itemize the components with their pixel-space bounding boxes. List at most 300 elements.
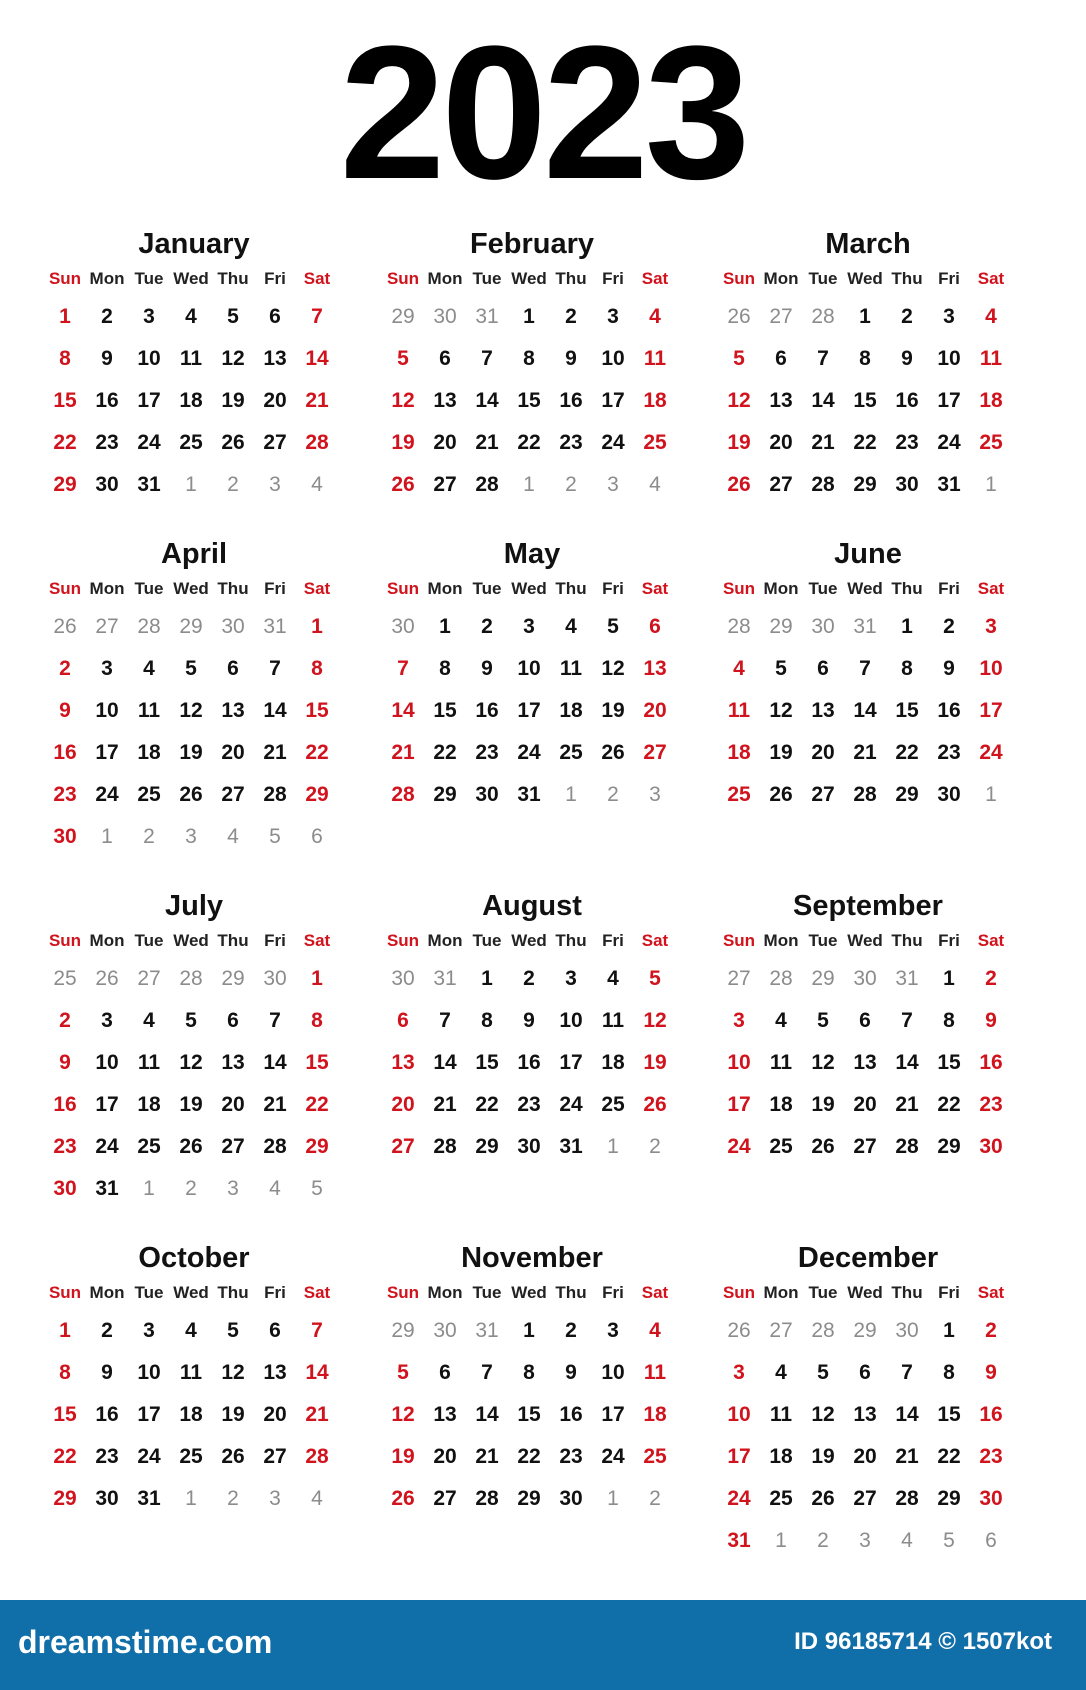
day-cell: 16 — [95, 389, 119, 412]
day-cell: 2 — [59, 657, 71, 680]
month-name: October — [138, 1242, 250, 1274]
week-row — [382, 1436, 682, 1478]
day-cell: 24 — [727, 1135, 751, 1158]
day-cell: 20 — [853, 1445, 877, 1468]
day-cell: 21 — [305, 389, 329, 412]
month-name: March — [825, 228, 911, 260]
day-cell-other-month: 4 — [311, 473, 323, 496]
day-cell: 8 — [439, 657, 451, 680]
weekday-label: Fri — [264, 269, 286, 288]
day-cell: 5 — [817, 1009, 829, 1032]
month-january — [44, 226, 344, 506]
weekday-header — [718, 262, 1018, 296]
week-row — [718, 1478, 1018, 1520]
day-cell: 6 — [859, 1361, 871, 1384]
day-cell-other-month: 30 — [391, 615, 415, 638]
week-row — [44, 296, 344, 338]
day-cell: 15 — [937, 1403, 961, 1426]
day-cell: 28 — [895, 1487, 919, 1510]
day-cell: 8 — [59, 1361, 71, 1384]
day-cell: 5 — [227, 305, 239, 328]
day-cell: 24 — [727, 1487, 751, 1510]
day-cell: 30 — [475, 783, 499, 806]
day-cell: 24 — [137, 431, 161, 454]
day-cell: 12 — [179, 1051, 203, 1074]
day-cell: 20 — [221, 1093, 245, 1116]
day-cell: 13 — [433, 1403, 457, 1426]
day-cell: 9 — [101, 1361, 113, 1384]
day-cell: 4 — [185, 1319, 197, 1342]
day-cell: 14 — [811, 389, 835, 412]
week-row — [382, 1352, 682, 1394]
day-cell-other-month: 31 — [263, 615, 287, 638]
weekday-header — [44, 924, 344, 958]
day-cell: 19 — [391, 1445, 415, 1468]
week-row — [44, 1436, 344, 1478]
day-cell-other-month: 31 — [475, 1319, 499, 1342]
day-cell: 9 — [59, 1051, 71, 1074]
day-cell: 3 — [733, 1361, 745, 1384]
weekday-label: Wed — [847, 269, 883, 288]
week-row — [44, 1478, 344, 1520]
day-cell: 24 — [95, 1135, 119, 1158]
week-row — [718, 1310, 1018, 1352]
day-cell-other-month: 25 — [53, 967, 77, 990]
day-cell: 30 — [53, 1177, 77, 1200]
day-cell: 18 — [643, 389, 667, 412]
day-cell: 27 — [769, 473, 793, 496]
week-row — [718, 422, 1018, 464]
day-cell: 29 — [305, 783, 329, 806]
month-may — [382, 536, 682, 816]
weekday-label: Thu — [217, 931, 249, 950]
week-row — [718, 648, 1018, 690]
week-row — [44, 338, 344, 380]
weekday-label: Tue — [808, 269, 838, 288]
day-cell: 22 — [305, 1093, 329, 1116]
day-cell: 30 — [95, 473, 119, 496]
day-cell: 26 — [727, 473, 751, 496]
day-cell: 4 — [733, 657, 745, 680]
week-row — [718, 1394, 1018, 1436]
day-cell: 5 — [227, 1319, 239, 1342]
day-cell: 3 — [523, 615, 535, 638]
weekday-label: Fri — [938, 269, 960, 288]
day-cell: 12 — [391, 1403, 415, 1426]
day-cell: 16 — [475, 699, 499, 722]
weekday-label: Wed — [847, 1283, 883, 1302]
month-name: June — [834, 538, 902, 570]
day-cell: 6 — [775, 347, 787, 370]
week-row — [382, 380, 682, 422]
day-cell: 23 — [95, 431, 119, 454]
day-cell: 9 — [565, 347, 577, 370]
day-cell: 16 — [53, 1093, 77, 1116]
month-name: September — [793, 890, 943, 922]
day-cell: 26 — [221, 1445, 245, 1468]
day-cell: 23 — [475, 741, 499, 764]
day-cell: 17 — [601, 1403, 625, 1426]
day-cell: 28 — [433, 1135, 457, 1158]
weekday-label: Mon — [763, 931, 799, 950]
weekday-label: Sat — [977, 269, 1005, 288]
day-cell: 4 — [607, 967, 619, 990]
day-cell: 24 — [559, 1093, 583, 1116]
day-cell: 26 — [601, 741, 625, 764]
day-cell: 12 — [601, 657, 625, 680]
day-cell: 6 — [859, 1009, 871, 1032]
day-cell: 31 — [559, 1135, 583, 1158]
day-cell: 12 — [727, 389, 751, 412]
day-cell-other-month: 29 — [179, 615, 203, 638]
day-cell: 22 — [53, 431, 77, 454]
week-row — [44, 732, 344, 774]
week-row — [44, 1000, 344, 1042]
day-cell-other-month: 30 — [433, 1319, 457, 1342]
day-cell: 24 — [937, 431, 961, 454]
day-cell: 16 — [559, 1403, 583, 1426]
day-cell: 8 — [523, 347, 535, 370]
weekday-label: Sun — [48, 1283, 82, 1302]
weekday-label: Fri — [938, 931, 960, 950]
weekday-header — [44, 1276, 344, 1310]
day-cell: 1 — [311, 967, 323, 990]
day-cell: 10 — [137, 347, 161, 370]
day-cell: 13 — [853, 1051, 877, 1074]
day-cell: 5 — [185, 657, 197, 680]
day-cell: 21 — [475, 1445, 499, 1468]
day-cell: 29 — [937, 1135, 961, 1158]
day-cell: 23 — [53, 1135, 77, 1158]
day-cell: 5 — [607, 615, 619, 638]
week-row — [382, 1000, 682, 1042]
day-cell-other-month: 1 — [985, 473, 997, 496]
day-cell: 11 — [601, 1009, 625, 1032]
day-cell: 13 — [769, 389, 793, 412]
day-cell: 10 — [601, 1361, 625, 1384]
day-cell-other-month: 28 — [179, 967, 203, 990]
week-row — [44, 1084, 344, 1126]
weekday-label: Thu — [891, 269, 923, 288]
week-row — [44, 1126, 344, 1168]
week-row — [44, 958, 344, 1000]
week-row — [718, 1084, 1018, 1126]
day-cell: 1 — [59, 305, 71, 328]
weekday-label: Mon — [427, 269, 463, 288]
week-row — [718, 1520, 1018, 1562]
day-cell: 9 — [523, 1009, 535, 1032]
day-cell: 23 — [559, 1445, 583, 1468]
day-cell: 21 — [305, 1403, 329, 1426]
day-cell: 29 — [853, 473, 877, 496]
day-cell: 10 — [727, 1403, 751, 1426]
year-title: 2023 — [339, 7, 747, 219]
day-cell: 19 — [643, 1051, 667, 1074]
weekday-label: Thu — [217, 579, 249, 598]
week-row — [382, 464, 682, 506]
day-cell: 10 — [95, 699, 119, 722]
day-cell: 27 — [853, 1487, 877, 1510]
day-cell: 17 — [727, 1093, 751, 1116]
day-cell: 6 — [649, 615, 661, 638]
day-cell: 3 — [101, 657, 113, 680]
day-cell-other-month: 6 — [311, 825, 323, 848]
day-cell: 26 — [769, 783, 793, 806]
day-cell: 29 — [53, 473, 77, 496]
day-cell-other-month: 29 — [811, 967, 835, 990]
day-cell: 28 — [853, 783, 877, 806]
day-cell: 22 — [895, 741, 919, 764]
weekday-label: Fri — [938, 579, 960, 598]
day-cell: 27 — [263, 1445, 287, 1468]
week-row — [382, 1310, 682, 1352]
day-cell: 10 — [517, 657, 541, 680]
day-cell: 29 — [433, 783, 457, 806]
day-cell: 23 — [559, 431, 583, 454]
day-cell: 27 — [221, 783, 245, 806]
day-cell: 21 — [263, 1093, 287, 1116]
weekday-label: Fri — [602, 579, 624, 598]
day-cell: 11 — [979, 347, 1003, 370]
day-cell: 11 — [179, 347, 203, 370]
day-cell-other-month: 28 — [811, 1319, 835, 1342]
day-cell: 2 — [481, 615, 493, 638]
weekday-label: Sat — [641, 1283, 669, 1302]
day-cell: 29 — [475, 1135, 499, 1158]
day-cell: 25 — [559, 741, 583, 764]
day-cell: 11 — [769, 1403, 793, 1426]
day-cell: 3 — [607, 1319, 619, 1342]
day-cell: 10 — [979, 657, 1003, 680]
day-cell: 9 — [59, 699, 71, 722]
day-cell: 19 — [811, 1445, 835, 1468]
day-cell: 17 — [559, 1051, 583, 1074]
day-cell: 28 — [305, 431, 329, 454]
day-cell: 7 — [481, 347, 493, 370]
weekday-label: Tue — [134, 1283, 164, 1302]
day-cell: 25 — [137, 783, 161, 806]
weekday-label: Wed — [847, 579, 883, 598]
day-cell: 27 — [433, 473, 457, 496]
day-cell: 30 — [559, 1487, 583, 1510]
day-cell: 29 — [305, 1135, 329, 1158]
day-cell: 7 — [901, 1009, 913, 1032]
day-cell-other-month: 30 — [263, 967, 287, 990]
day-cell: 14 — [895, 1051, 919, 1074]
day-cell: 11 — [137, 1051, 161, 1074]
day-cell: 20 — [263, 389, 287, 412]
day-cell-other-month: 27 — [95, 615, 119, 638]
day-cell: 5 — [733, 347, 745, 370]
day-cell: 19 — [769, 741, 793, 764]
day-cell-other-month: 4 — [269, 1177, 281, 1200]
day-cell: 21 — [895, 1093, 919, 1116]
day-cell: 22 — [937, 1093, 961, 1116]
day-cell-other-month: 27 — [769, 305, 793, 328]
weekday-label: Mon — [89, 269, 125, 288]
week-row — [718, 1042, 1018, 1084]
day-cell: 2 — [565, 305, 577, 328]
day-cell: 6 — [397, 1009, 409, 1032]
day-cell-other-month: 29 — [853, 1319, 877, 1342]
day-cell: 29 — [517, 1487, 541, 1510]
day-cell: 13 — [811, 699, 835, 722]
day-cell: 11 — [643, 347, 667, 370]
day-cell: 4 — [985, 305, 997, 328]
week-row — [718, 958, 1018, 1000]
day-cell-other-month: 28 — [137, 615, 161, 638]
day-cell: 5 — [649, 967, 661, 990]
day-cell-other-month: 1 — [185, 1487, 197, 1510]
day-cell: 22 — [475, 1093, 499, 1116]
day-cell: 14 — [433, 1051, 457, 1074]
day-cell: 19 — [221, 1403, 245, 1426]
day-cell: 30 — [937, 783, 961, 806]
day-cell: 27 — [433, 1487, 457, 1510]
day-cell: 18 — [769, 1093, 793, 1116]
week-row — [44, 774, 344, 816]
day-cell: 30 — [979, 1487, 1003, 1510]
weekday-label: Mon — [89, 579, 125, 598]
week-row — [382, 774, 682, 816]
weekday-label: Sun — [722, 931, 756, 950]
day-cell: 14 — [263, 699, 287, 722]
day-cell-other-month: 29 — [769, 615, 793, 638]
brand-logo-text[interactable]: dreamstime.com — [18, 1624, 273, 1660]
day-cell: 18 — [179, 1403, 203, 1426]
day-cell-other-month: 5 — [943, 1529, 955, 1552]
day-cell: 13 — [433, 389, 457, 412]
weekday-label: Thu — [555, 579, 587, 598]
day-cell: 1 — [523, 1319, 535, 1342]
day-cell: 8 — [311, 1009, 323, 1032]
weekday-label: Mon — [763, 269, 799, 288]
weekday-label: Tue — [134, 269, 164, 288]
day-cell: 10 — [137, 1361, 161, 1384]
day-cell: 14 — [391, 699, 415, 722]
day-cell-other-month: 2 — [817, 1529, 829, 1552]
day-cell-other-month: 1 — [565, 783, 577, 806]
day-cell: 20 — [853, 1093, 877, 1116]
day-cell: 12 — [811, 1051, 835, 1074]
day-cell: 3 — [943, 305, 955, 328]
day-cell: 3 — [143, 1319, 155, 1342]
day-cell: 1 — [59, 1319, 71, 1342]
week-row — [718, 338, 1018, 380]
day-cell: 9 — [101, 347, 113, 370]
day-cell: 17 — [95, 1093, 119, 1116]
day-cell-other-month: 26 — [727, 305, 751, 328]
day-cell: 12 — [811, 1403, 835, 1426]
day-cell: 20 — [433, 1445, 457, 1468]
weekday-label: Fri — [938, 1283, 960, 1302]
day-cell: 6 — [269, 305, 281, 328]
day-cell: 23 — [979, 1093, 1003, 1116]
day-cell: 2 — [943, 615, 955, 638]
month-april — [44, 536, 344, 858]
day-cell-other-month: 29 — [391, 305, 415, 328]
day-cell-other-month: 29 — [391, 1319, 415, 1342]
day-cell: 18 — [601, 1051, 625, 1074]
day-cell: 2 — [523, 967, 535, 990]
day-cell: 30 — [979, 1135, 1003, 1158]
day-cell-other-month: 4 — [311, 1487, 323, 1510]
week-row — [382, 296, 682, 338]
day-cell: 14 — [305, 1361, 329, 1384]
weekday-label: Sun — [722, 1283, 756, 1302]
day-cell: 19 — [811, 1093, 835, 1116]
day-cell: 15 — [937, 1051, 961, 1074]
week-row — [44, 422, 344, 464]
day-cell: 16 — [895, 389, 919, 412]
day-cell: 27 — [391, 1135, 415, 1158]
day-cell: 14 — [263, 1051, 287, 1074]
day-cell: 2 — [901, 305, 913, 328]
day-cell: 2 — [565, 1319, 577, 1342]
day-cell: 20 — [643, 699, 667, 722]
day-cell: 3 — [607, 305, 619, 328]
weekday-label: Mon — [763, 579, 799, 598]
day-cell: 8 — [523, 1361, 535, 1384]
day-cell-other-month: 3 — [269, 1487, 281, 1510]
day-cell-other-month: 27 — [727, 967, 751, 990]
week-row — [718, 606, 1018, 648]
month-name: December — [797, 1242, 939, 1274]
weekday-label: Sat — [303, 1283, 331, 1302]
day-cell-other-month: 28 — [769, 967, 793, 990]
day-cell: 9 — [985, 1361, 997, 1384]
day-cell: 25 — [769, 1135, 793, 1158]
week-row — [44, 690, 344, 732]
weekday-label: Tue — [808, 1283, 838, 1302]
weekday-label: Wed — [511, 269, 547, 288]
day-cell: 19 — [391, 431, 415, 454]
day-cell: 6 — [227, 1009, 239, 1032]
day-cell-other-month: 2 — [227, 473, 239, 496]
day-cell: 18 — [979, 389, 1003, 412]
week-row — [718, 690, 1018, 732]
day-cell: 25 — [179, 1445, 203, 1468]
weekday-label: Tue — [472, 579, 502, 598]
day-cell-other-month: 26 — [53, 615, 77, 638]
day-cell: 8 — [901, 657, 913, 680]
day-cell: 1 — [523, 305, 535, 328]
day-cell: 1 — [859, 305, 871, 328]
day-cell: 20 — [391, 1093, 415, 1116]
day-cell: 7 — [311, 305, 323, 328]
day-cell: 13 — [643, 657, 667, 680]
day-cell: 6 — [439, 1361, 451, 1384]
day-cell: 13 — [391, 1051, 415, 1074]
day-cell: 24 — [601, 1445, 625, 1468]
week-row — [718, 380, 1018, 422]
weekday-header — [382, 572, 682, 606]
weekday-label: Sat — [977, 931, 1005, 950]
day-cell: 23 — [95, 1445, 119, 1468]
day-cell: 3 — [101, 1009, 113, 1032]
day-cell: 12 — [179, 699, 203, 722]
day-cell: 17 — [517, 699, 541, 722]
day-cell: 25 — [137, 1135, 161, 1158]
day-cell: 7 — [439, 1009, 451, 1032]
day-cell: 18 — [137, 741, 161, 764]
day-cell: 15 — [305, 699, 329, 722]
week-row — [44, 1310, 344, 1352]
week-row — [382, 606, 682, 648]
day-cell: 20 — [221, 741, 245, 764]
week-row — [382, 690, 682, 732]
day-cell: 4 — [143, 657, 155, 680]
